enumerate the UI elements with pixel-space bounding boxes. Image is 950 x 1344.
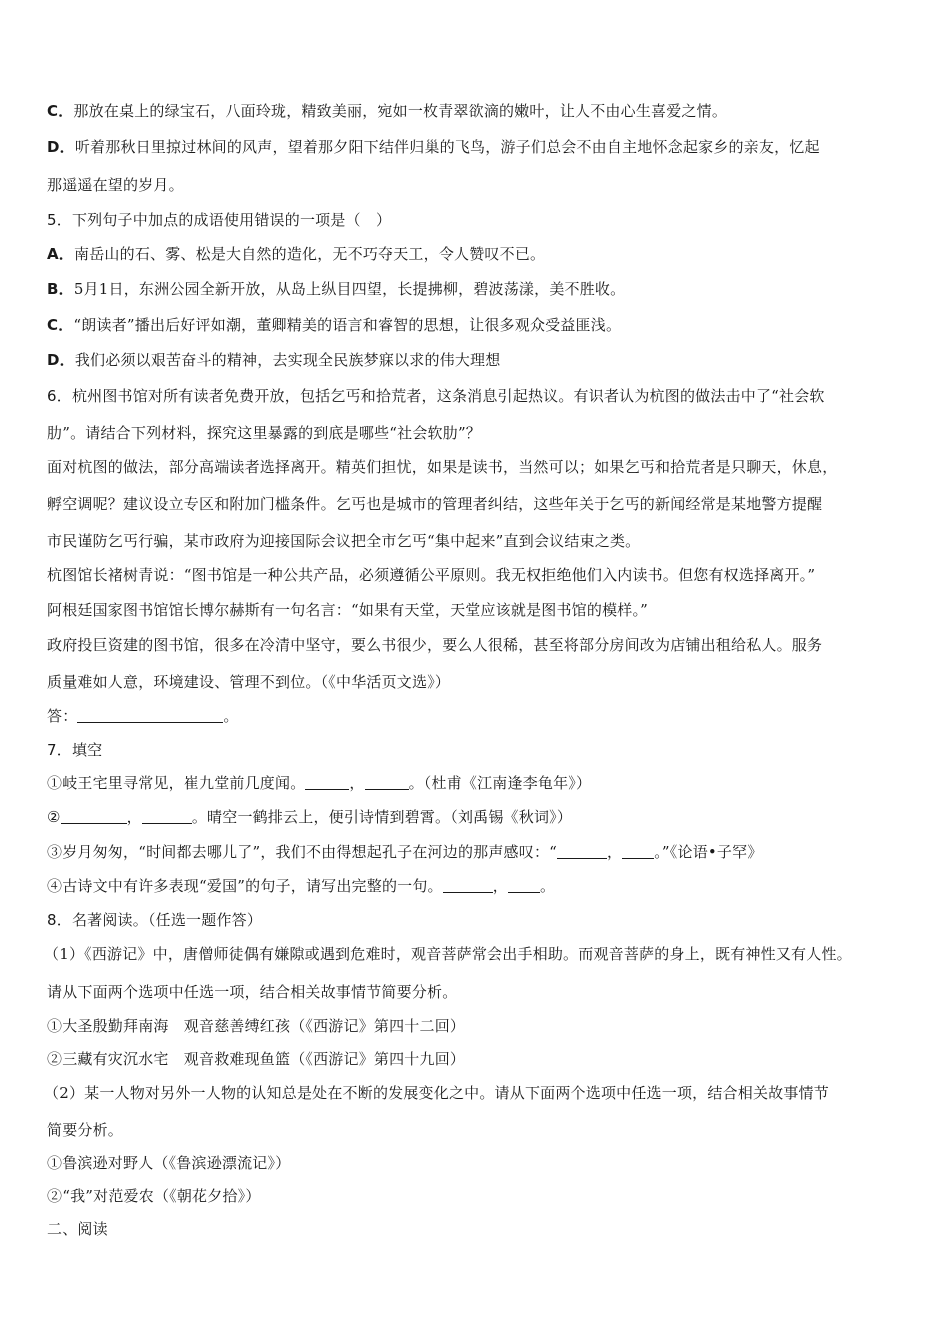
- item-text: ③岁月匆匆，“时间都去哪儿了”，我们不由得想起孔子在河边的那声感叹：“: [47, 843, 558, 861]
- q8-part-2-option-2: ②“我”对范爱农（《朝花夕拾》）: [47, 1187, 261, 1205]
- q6-material-4: 政府投巨资建的图书馆，很多在冷清中坚守，要么书很少，要么人很稀，甚至将部分房间改为店铺出租给私人。服务: [47, 636, 823, 654]
- q4-option-d-continued: 那遥遥在望的岁月。: [47, 176, 184, 194]
- question-number: 5．: [47, 211, 72, 229]
- q8-part-2-option-1: ①鲁滨逊对野人（《鲁滨逊漂流记》）: [47, 1154, 291, 1172]
- option-text: 那放在桌上的绿宝石，八面玲珑，精致美丽，宛如一枚青翠欲滴的嫩叶，让人不由心生喜爱之情。: [73, 102, 728, 120]
- blank-2[interactable]: [508, 876, 540, 893]
- q5-option-d: [47, 350, 920, 370]
- q8-part-1-continued: 请从下面两个选项中任选一项，结合相关故事情节简要分析。: [47, 983, 458, 1001]
- q7-title: [47, 740, 920, 760]
- q6-answer: [47, 706, 920, 726]
- q7-item-1: [47, 773, 920, 793]
- comma: ，: [607, 843, 623, 861]
- option-text: 我们必须以艰苦奋斗的精神，去实现全民族梦寐以求的伟大理想: [74, 351, 501, 369]
- option-label: D．: [47, 138, 75, 156]
- question-text: 杭州图书馆对所有读者免费开放，包括乞丐和拾荒者，这条消息引起热议。有识者认为杭图的做法击中了“社会软: [71, 387, 825, 405]
- section-heading: 二、阅读: [47, 1220, 108, 1238]
- option-text: 南岳山的石、雾、松是大自然的造化，无不巧夺天工，令人赞叹不已。: [74, 245, 546, 263]
- q4-option-c: [47, 101, 920, 121]
- item-source: 。（杜甫《江南逢李龟年》）: [408, 774, 592, 792]
- q6-material-1: 面对杭图的做法，部分高端读者选择离开。精英们担忧，如果是读书，当然可以；如果乞丐和拾荒者是只聊天，休息，: [47, 458, 838, 476]
- q6-material-3: 阿根廷国家图书馆馆长博尔赫斯有一句名言：“如果有天堂，天堂应该就是图书馆的模样。”: [47, 601, 649, 619]
- blank-1[interactable]: [557, 842, 607, 859]
- option-label: A．: [47, 245, 75, 263]
- blank-1[interactable]: [61, 807, 127, 824]
- question-text: 名著阅读。（任选一题作答）: [71, 911, 263, 929]
- question-number: 6．: [47, 387, 72, 405]
- comma: ，: [492, 877, 508, 895]
- q6-material-4-line2: 质量难如人意，环境建设、管理不到位。（《中华活页文选》）: [47, 673, 451, 691]
- answer-blank[interactable]: [77, 706, 223, 723]
- q8-part-2-continued: 简要分析。: [47, 1121, 124, 1139]
- blank-2[interactable]: [622, 842, 654, 859]
- comma: ，: [126, 808, 142, 826]
- option-text: “朗读者”播出后好评如潮，董卿精美的语言和睿智的思想，让很多观众受益匪浅。: [73, 316, 622, 334]
- question-text: 下列句子中加点的成语使用错误的一项是（ ）: [71, 211, 392, 229]
- q8-part-2: （2）某一人物对另外一人物的认知总是处在不断的发展变化之中。请从下面两个选项中任选一项，结合相关故事情节: [44, 1084, 829, 1102]
- item-marker: ②: [47, 808, 61, 826]
- question-number: 8．: [47, 911, 72, 929]
- option-text: 5月1日，东洲公园全新开放，从岛上纵目四望，长提拂柳，碧波荡漾，美不胜收。: [73, 280, 626, 298]
- q5-option-b: [47, 279, 920, 299]
- q6-material-1-line2: 孵空调呢？建议设立专区和附加门槛条件。乞丐也是城市的管理者纠结，这些年关于乞丐的新闻经常是某地警方提醒: [47, 495, 823, 513]
- option-label: D．: [47, 351, 75, 369]
- q8-part-1: （1）《西游记》中，唐僧师徒偶有嫌隙或遇到危难时，观音菩萨常会出手相助。而观音菩萨的身上，既有神性又有人性。: [44, 945, 852, 963]
- question-text: 填空: [71, 741, 103, 759]
- q7-item-3: [47, 842, 920, 862]
- blank-2[interactable]: [142, 807, 192, 824]
- q8-part-1-option-1: ①大圣殷勤拜南海 观音慈善缚红孩（《西游记》第四十二回）: [47, 1017, 466, 1035]
- q6-stem-continued: 肋”。请结合下列材料，探究这里暴露的到底是哪些“社会软肋”？: [47, 424, 482, 442]
- q5-option-a: [47, 244, 920, 264]
- q6-material-2: 杭图馆长褚树青说：“图书馆是一种公共产品，必须遵循公平原则。我无权拒绝他们入内读书。但您有权选择离开。”: [47, 566, 816, 584]
- answer-end: 。: [223, 707, 239, 725]
- item-source: 。”《论语•子罕》: [654, 843, 763, 861]
- option-label: B．: [47, 280, 74, 298]
- item-text: ①岐王宅里寻常见，崔九堂前几度闻。: [47, 774, 306, 792]
- item-end: 。: [539, 877, 556, 895]
- option-label: C．: [47, 102, 74, 120]
- blank-2[interactable]: [365, 773, 409, 790]
- item-text: ④古诗文中有许多表现“爱国”的句子，请写出完整的一句。: [47, 877, 443, 895]
- item-text: 。晴空一鹤排云上，便引诗情到碧霄。（刘禹锡《秋词》）: [191, 808, 573, 826]
- question-number: 7．: [47, 741, 72, 759]
- blank-1[interactable]: [305, 773, 349, 790]
- q8-part-1-option-2: ②三藏有灾沉水宅 观音救难现鱼篮（《西游记》第四十九回）: [47, 1050, 466, 1068]
- q4-option-d: [47, 137, 920, 157]
- option-text: 听着那秋日里掠过林间的风声，望着那夕阳下结伴归巢的飞鸟，游子们总会不由自主地怀念起家乡的亲友，忆起: [74, 138, 820, 156]
- q8-title: [47, 910, 920, 930]
- q7-item-2: [47, 807, 920, 827]
- q6-stem: [47, 386, 920, 406]
- q6-material-1-line3: 市民谨防乞丐行骗，某市政府为迎接国际会议把全市乞丐“集中起来”直到会议结束之类。: [47, 532, 641, 550]
- blank-1[interactable]: [443, 876, 493, 893]
- q5-stem: [47, 210, 920, 230]
- q5-option-c: [47, 315, 920, 335]
- q7-item-4: [47, 876, 920, 896]
- comma: ，: [349, 774, 365, 792]
- option-label: C．: [47, 316, 74, 334]
- answer-label: 答：: [47, 707, 78, 725]
